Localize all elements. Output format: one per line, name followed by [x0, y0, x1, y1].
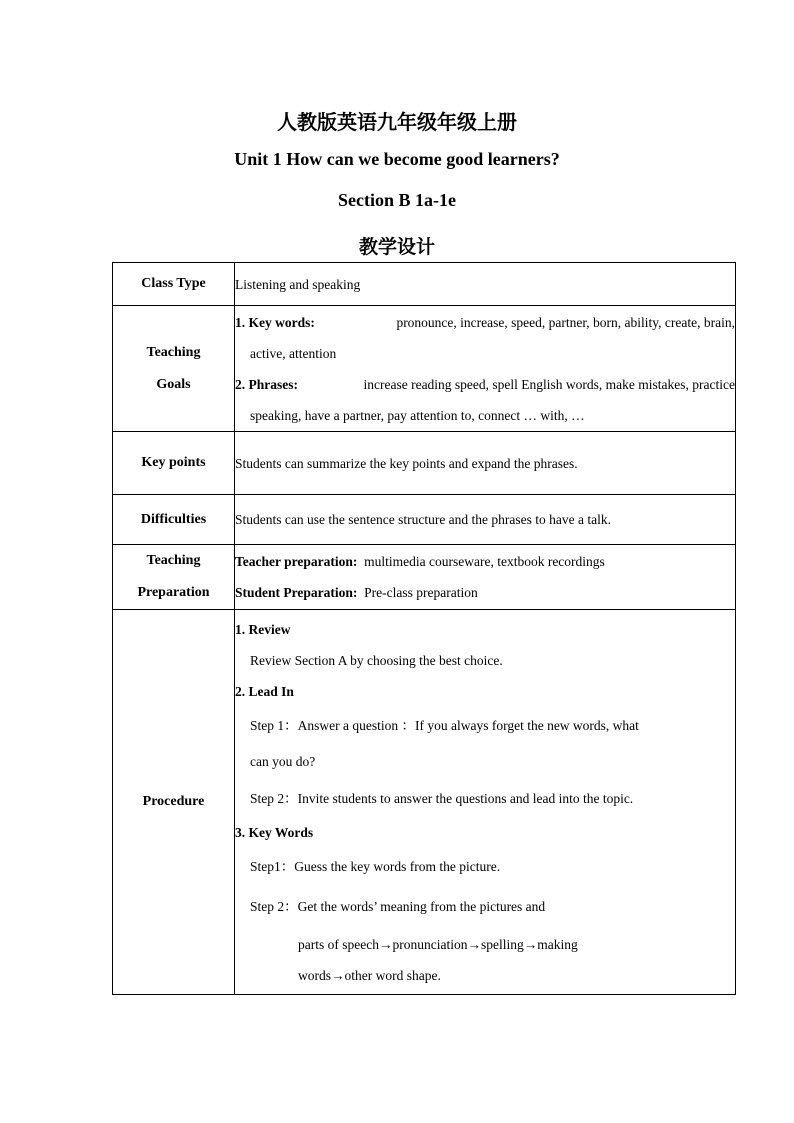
- row-key-points: [113, 432, 736, 495]
- row-difficulties: [113, 495, 736, 545]
- row-procedure: [113, 610, 736, 995]
- student-preparation-value: Pre-class preparation: [364, 585, 478, 600]
- key-words-list: pronounce, increase, speed, partner, born, ability, create, brain,: [396, 314, 735, 330]
- teacher-preparation-line: [235, 546, 735, 577]
- phrases-list: increase reading speed, spell English words, make mistakes, practice: [363, 376, 735, 392]
- document-subtitle-cn: 教学设计: [358, 236, 435, 258]
- phrases-list-cont: speaking, have a partner, pay attention to, connect … with, …: [250, 407, 585, 423]
- key-words-line: [235, 307, 735, 338]
- phrases-heading: 2. Phrases:: [235, 376, 298, 392]
- row-teaching-preparation: [113, 545, 736, 610]
- class-type-value: Listening and speaking: [235, 276, 361, 292]
- review-heading: 1. Review: [235, 621, 291, 637]
- student-preparation-line: [235, 577, 735, 608]
- key-words-step-2-cont-2: words→other word shape.: [298, 967, 441, 983]
- key-points-value: Students can summarize the key points and expand the phrases.: [235, 455, 578, 471]
- lead-in-step-1: Step 1：Answer a question ：If you always forget the new words, what: [250, 717, 639, 733]
- student-preparation-heading: Student Preparation:: [235, 585, 358, 600]
- key-words-list-cont: active, attention: [250, 345, 337, 361]
- lead-in-step-1-cont: can you do?: [250, 753, 316, 769]
- document-title-cn: 人教版英语九年级年级上册: [277, 110, 517, 134]
- unit-title: Unit 1 How can we become good learners?: [234, 149, 560, 169]
- key-words-step-1: Step1：Guess the key words from the picture.: [250, 858, 501, 874]
- lesson-plan-table: [112, 262, 736, 995]
- key-points-label: Key points: [113, 432, 235, 495]
- difficulties-value: Students can use the sentence structure and the phrases to have a talk.: [235, 512, 611, 527]
- teacher-preparation-heading: Teacher preparation:: [235, 554, 358, 569]
- key-words-heading: 1. Key words:: [235, 314, 315, 330]
- key-words-step-2: Step 2：Get the words’ meaning from the pictures and: [250, 898, 546, 914]
- difficulties-label: Difficulties: [113, 495, 235, 545]
- key-words-step-2-cont: parts of speech→pronunciation→spelling→making: [298, 936, 578, 952]
- teaching-preparation-label: Teaching Preparation: [113, 545, 235, 610]
- teaching-goals-label: Teaching Goals: [113, 306, 235, 432]
- phrases-line: [235, 369, 735, 400]
- lead-in-step-2: Step 2：Invite students to answer the questions and lead into the topic.: [250, 790, 634, 806]
- lead-in-heading: 2. Lead In: [235, 683, 294, 699]
- procedure-label: Procedure: [113, 610, 235, 995]
- procedure-content: [235, 610, 736, 995]
- review-text: Review Section A by choosing the best choice.: [250, 652, 503, 668]
- teaching-goals-content: [235, 306, 736, 432]
- row-class-type: [113, 263, 736, 306]
- row-teaching-goals: [113, 306, 736, 432]
- teacher-preparation-value: multimedia courseware, textbook recordings: [364, 554, 605, 569]
- section-title: Section B 1a-1e: [338, 190, 456, 210]
- teaching-preparation-content: [235, 545, 736, 610]
- class-type-label: Class Type: [113, 263, 235, 306]
- key-words-section-heading: 3. Key Words: [235, 824, 314, 840]
